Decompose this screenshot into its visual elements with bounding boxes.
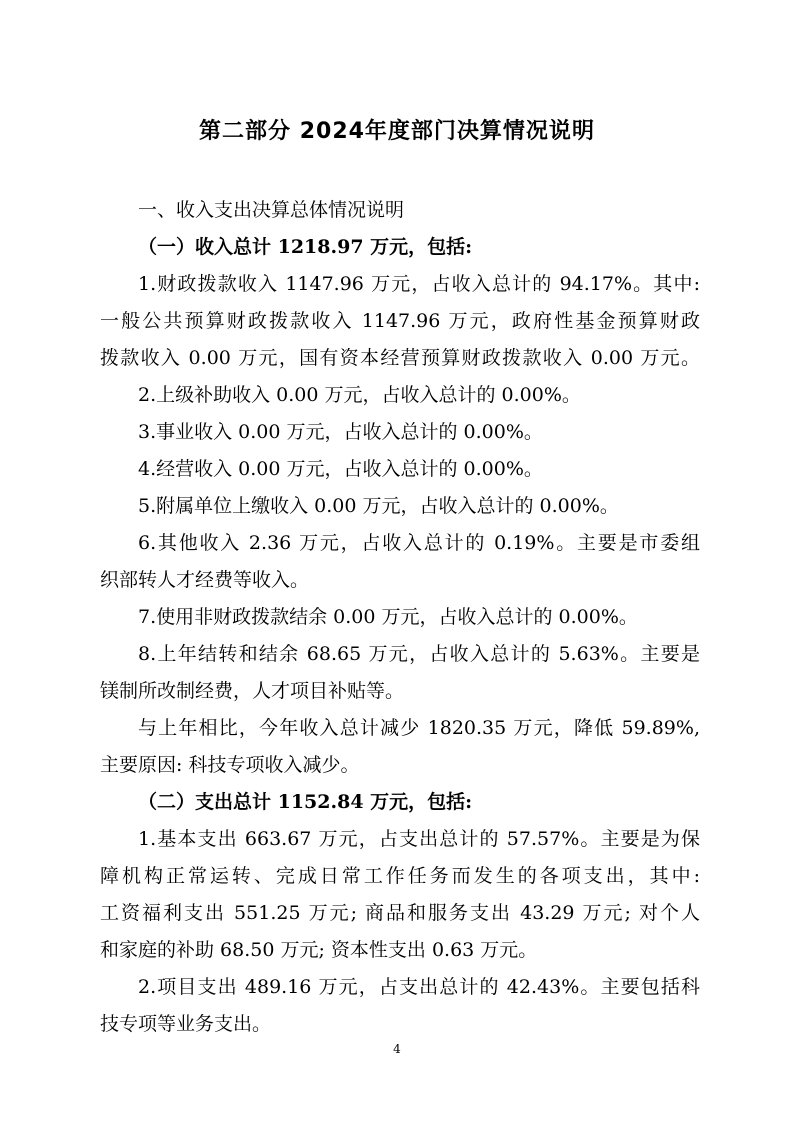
expense-item-1-line-4: 和家庭的补助 68.50 万元; 资本性支出 0.63 万元。	[100, 939, 538, 961]
expense-item-1-line-2: 障机构正常运转、完成日常工作任务而发生的各项支出，其中:	[100, 865, 700, 887]
document-body	[100, 192, 700, 1043]
income-item-7: 7.使用非财政拨款结余 0.00 万元，占收入总计的 0.00%。	[138, 606, 638, 628]
income-item-1-line-3: 拨款收入 0.00 万元，国有资本经营预算财政拨款收入 0.00 万元。	[100, 347, 700, 369]
income-item-8-line-2: 镁制所改制经费，人才项目补贴等。	[100, 680, 405, 702]
income-item-8-line-1: 8.上年结转和结余 68.65 万元，占收入总计的 5.63%。主要是	[138, 643, 700, 665]
income-compare-line-1: 与上年相比，今年收入总计减少 1820.35 万元，降低 59.89%,	[138, 717, 700, 739]
income-item-1-line-1: 1.财政拨款收入 1147.96 万元，占收入总计的 94.17%。其中:	[138, 273, 700, 295]
expense-item-2-line-1: 2.项目支出 489.16 万元，占支出总计的 42.43%。主要包括科	[138, 976, 700, 998]
section-heading-1: 一、收入支出决算总体情况说明	[138, 199, 405, 221]
page-title: 第二部分 2024年度部门决算情况说明	[199, 119, 595, 144]
income-heading: （一）收入总计 1218.97 万元，包括:	[138, 236, 473, 258]
expense-item-2-line-2: 技专项等业务支出。	[100, 1013, 272, 1035]
page-number: 4	[393, 1042, 401, 1056]
income-item-2: 2.上级补助收入 0.00 万元，占收入总计的 0.00%。	[138, 384, 581, 406]
expense-item-1-line-1: 1.基本支出 663.67 万元，占支出总计的 57.57%。主要是为保	[138, 828, 700, 850]
expense-heading: （二）支出总计 1152.84 万元，包括:	[138, 791, 473, 813]
income-item-3: 3.事业收入 0.00 万元，占收入总计的 0.00%。	[138, 421, 543, 443]
expense-item-1-line-3: 工资福利支出 551.25 万元; 商品和服务支出 43.29 万元; 对个人	[100, 902, 700, 924]
income-item-6-line-2: 织部转人才经费等收入。	[100, 569, 310, 591]
income-item-4: 4.经营收入 0.00 万元，占收入总计的 0.00%。	[138, 458, 543, 480]
income-item-5: 5.附属单位上缴收入 0.00 万元，占收入总计的 0.00%。	[138, 495, 619, 517]
income-item-1-line-2: 一般公共预算财政拨款收入 1147.96 万元，政府性基金预算财政	[100, 310, 700, 332]
income-item-6-line-1: 6.其他收入 2.36 万元，占收入总计的 0.19%。主要是市委组	[138, 532, 700, 554]
income-compare-line-2: 主要原因: 科技专项收入减少。	[100, 754, 360, 776]
